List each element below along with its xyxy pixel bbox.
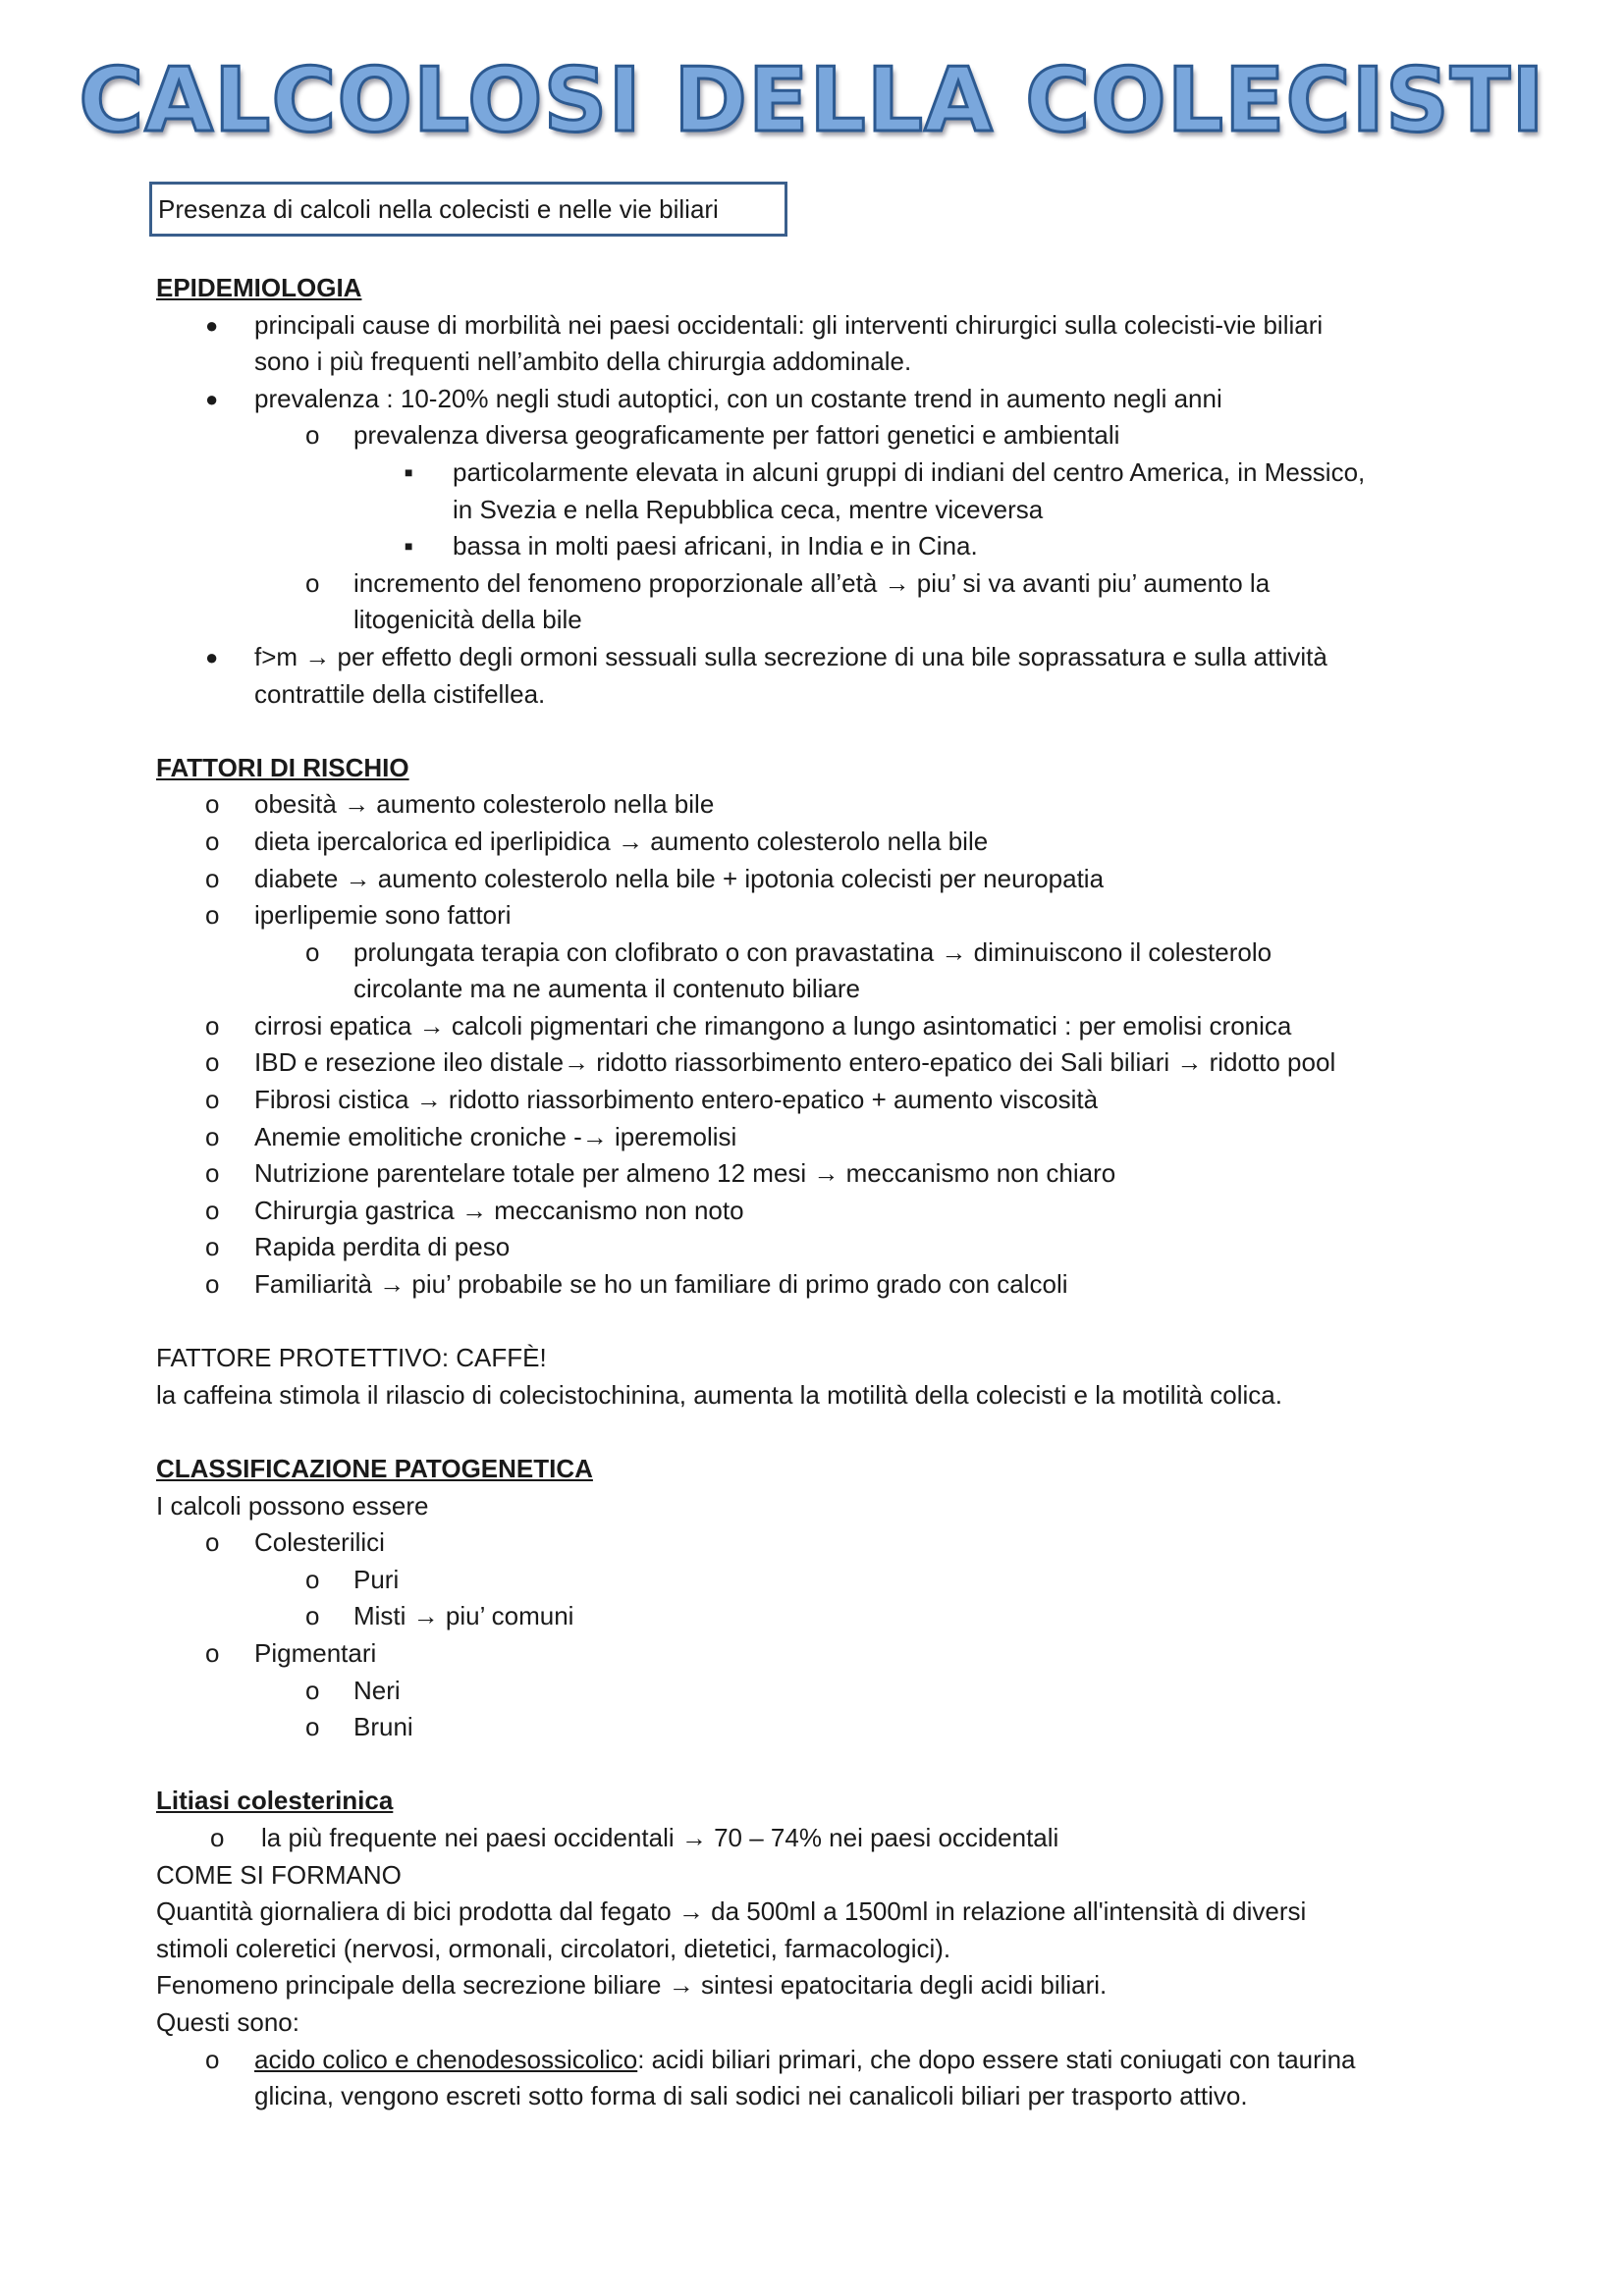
list-item xyxy=(156,1119,1491,1156)
bullet-circle-icon: o xyxy=(205,1269,220,1300)
list-item-text: Chirurgia gastrica → meccanismo non noto xyxy=(254,1195,744,1225)
bullet-circle-icon: o xyxy=(305,567,320,598)
list-item-text: prevalenza : 10-20% negli studi autoptici, con un costante trend in aumento negli anni xyxy=(254,383,1222,413)
list-item-text: cirrosi epatica → calcoli pigmentari che rimangono a lungo asintomatici : per emolisi cronica xyxy=(254,1010,1292,1041)
list-item xyxy=(156,454,1491,528)
list-item-text: sono i più frequenti nell’ambito della chirurgia addominale. xyxy=(254,347,912,377)
list-item-text: Misti → piu’ comuni xyxy=(353,1601,574,1631)
list-item xyxy=(156,824,1491,861)
bullet-circle-icon: o xyxy=(205,1195,220,1225)
list-item-text: litogenicità della bile xyxy=(353,605,582,635)
list-item xyxy=(156,2042,1491,2115)
list-item xyxy=(156,639,1491,713)
section-heading-fattori-rischio: FATTORI DI RISCHIO xyxy=(156,752,409,782)
acidi-description: : acidi biliari primari, che dopo essere stati coniugati con taurina xyxy=(637,2044,1356,2074)
come-si-formano: COME SI FORMANO xyxy=(156,1859,402,1890)
list-item xyxy=(156,1635,1491,1673)
bullet-circle-icon: o xyxy=(205,1085,220,1115)
list-item xyxy=(156,1709,1491,1746)
list-item-text: Bruni xyxy=(353,1712,413,1742)
list-item xyxy=(156,1820,1491,1857)
list-item-text: incremento del fenomeno proporzionale all’età → piu’ si va avanti piu’ aumento la xyxy=(353,567,1271,598)
list-item xyxy=(156,1008,1491,1045)
list-item-text: contrattile della cistifellea. xyxy=(254,678,546,709)
document-body xyxy=(156,270,1491,2115)
bullet-circle-icon: o xyxy=(205,863,220,893)
list-item xyxy=(156,861,1491,898)
protective-factor-title: FATTORE PROTETTIVO: CAFFÈ! xyxy=(156,1343,547,1373)
bullet-circle-icon: o xyxy=(305,1675,320,1705)
bullet-circle-icon: o xyxy=(205,1158,220,1189)
list-item-text: Nutrizione parentelare totale per almeno 12 mesi → meccanismo non chiaro xyxy=(254,1158,1116,1189)
list-item xyxy=(156,1562,1491,1599)
section-heading-classificazione: CLASSIFICAZIONE PATOGENETICA xyxy=(156,1454,593,1483)
list-item xyxy=(156,307,1491,381)
bullet-circle-icon: o xyxy=(205,789,220,820)
bullet-circle-icon: o xyxy=(205,1527,220,1558)
bullet-circle-icon: o xyxy=(305,936,320,967)
list-item-text: in Svezia e nella Repubblica ceca, mentre viceversa xyxy=(453,494,1044,524)
list-item-text: Anemie emolitiche croniche -→ iperemolisi xyxy=(254,1121,737,1151)
bullet-circle-icon: o xyxy=(305,1601,320,1631)
bullet-circle-icon: o xyxy=(205,2044,220,2074)
list-item xyxy=(156,417,1491,454)
bullet-circle-icon: o xyxy=(205,1232,220,1262)
list-item-text: glicina, vengono escreti sotto forma di sali sodici nei canalicoli biliari per trasporto attivo. xyxy=(254,2081,1248,2111)
list-item-text: bassa in molti paesi africani, in India e in Cina. xyxy=(453,531,978,561)
bullet-square-icon: ■ xyxy=(405,538,413,555)
list-item-text: Puri xyxy=(353,1564,400,1594)
list-item xyxy=(156,1155,1491,1193)
list-item xyxy=(156,1193,1491,1230)
list-item-text: particolarmente elevata in alcuni gruppi di indiani del centro America, in Messico, xyxy=(453,456,1366,487)
list-item-text: principali cause di morbilità nei paesi occidentali: gli interventi chirurgici sulla colecisti-vie biliari xyxy=(254,309,1324,340)
list-item-text: Colesterilici xyxy=(254,1527,385,1558)
list-item-text: dieta ipercalorica ed iperlipidica → aumento colesterolo nella bile xyxy=(254,826,989,856)
bullet-disc-icon: ● xyxy=(205,386,219,411)
section-heading-litiasi: Litiasi colesterinica xyxy=(156,1786,394,1816)
list-item-text: f>m → per effetto degli ormoni sessuali sulla secrezione di una bile soprassatura e sulla attività xyxy=(254,641,1327,671)
bullet-circle-icon: o xyxy=(205,1010,220,1041)
bullet-circle-icon: o xyxy=(210,1822,225,1852)
list-item xyxy=(156,1598,1491,1635)
protective-factor-text: la caffeina stimola il rilascio di colecistochinina, aumenta la motilità della colecisti e la motilità colica. xyxy=(156,1379,1282,1410)
bullet-circle-icon: o xyxy=(305,1712,320,1742)
list-item xyxy=(156,381,1491,418)
list-item xyxy=(156,565,1491,639)
list-item-text: obesità → aumento colesterolo nella bile xyxy=(254,789,715,820)
intro-box: Presenza di calcoli nella colecisti e nelle vie biliari xyxy=(149,182,787,237)
list-item xyxy=(156,1229,1491,1266)
paragraph-line: Questi sono: xyxy=(156,2006,299,2037)
list-item-text: circolante ma ne aumenta il contenuto biliare xyxy=(353,974,860,1004)
bullet-circle-icon: o xyxy=(205,1121,220,1151)
list-item xyxy=(156,1266,1491,1304)
list-item-text: Rapida perdita di peso xyxy=(254,1232,511,1262)
bullet-disc-icon: ● xyxy=(205,312,219,338)
paragraph-line: Fenomeno principale della secrezione biliare → sintesi epatocitaria degli acidi biliari. xyxy=(156,1970,1108,2001)
list-item xyxy=(156,528,1491,565)
list-item-text: iperlipemie sono fattori xyxy=(254,900,512,931)
list-item-text: prolungata terapia con clofibrato o con pravastatina → diminuiscono il colesterolo xyxy=(353,936,1272,967)
list-item xyxy=(156,1044,1491,1082)
list-item xyxy=(156,1524,1491,1562)
list-item xyxy=(156,934,1491,1008)
acidi-term: acido colico e chenodesossicolico xyxy=(254,2044,638,2074)
list-item xyxy=(156,786,1491,824)
bullet-disc-icon: ● xyxy=(205,644,219,669)
page-title: CALCOLOSI DELLA COLECISTI xyxy=(79,49,1545,152)
list-item xyxy=(156,897,1491,934)
section-heading-epidemiologia: EPIDEMIOLOGIA xyxy=(156,273,362,302)
bullet-circle-icon: o xyxy=(205,1637,220,1668)
list-item-text: IBD e resezione ileo distale→ ridotto riassorbimento entero-epatico dei Sali biliari → ridotto pool xyxy=(254,1047,1336,1078)
bullet-circle-icon: o xyxy=(305,1564,320,1594)
bullet-circle-icon: o xyxy=(205,1047,220,1078)
bullet-square-icon: ■ xyxy=(405,463,413,480)
bullet-circle-icon: o xyxy=(205,826,220,856)
list-item-text: la più frequente nei paesi occidentali → 70 – 74% nei paesi occidentali xyxy=(261,1822,1059,1852)
list-item-text: prevalenza diversa geograficamente per fattori genetici e ambientali xyxy=(353,420,1120,451)
list-item-text: Fibrosi cistica → ridotto riassorbimento entero-epatico + aumento viscosità xyxy=(254,1085,1099,1115)
list-item xyxy=(156,1673,1491,1710)
list-item xyxy=(156,1082,1491,1119)
list-item-text: Neri xyxy=(353,1675,401,1705)
bullet-circle-icon: o xyxy=(305,420,320,451)
list-item-text: Familiarità → piu’ probabile se ho un familiare di primo grado con calcoli xyxy=(254,1269,1068,1300)
bullet-circle-icon: o xyxy=(205,900,220,931)
paragraph-line: Quantità giornaliera di bici prodotta dal fegato → da 500ml a 1500ml in relazione all'intensità di diversi xyxy=(156,1896,1307,1927)
paragraph-line: stimoli coleretici (nervosi, ormonali, circolatori, dietetici, farmacologici). xyxy=(156,1933,951,1963)
list-item-text: diabete → aumento colesterolo nella bile + ipotonia colecisti per neuropatia xyxy=(254,863,1105,893)
classificazione-intro: I calcoli possono essere xyxy=(156,1490,429,1521)
list-item-text: Pigmentari xyxy=(254,1637,377,1668)
